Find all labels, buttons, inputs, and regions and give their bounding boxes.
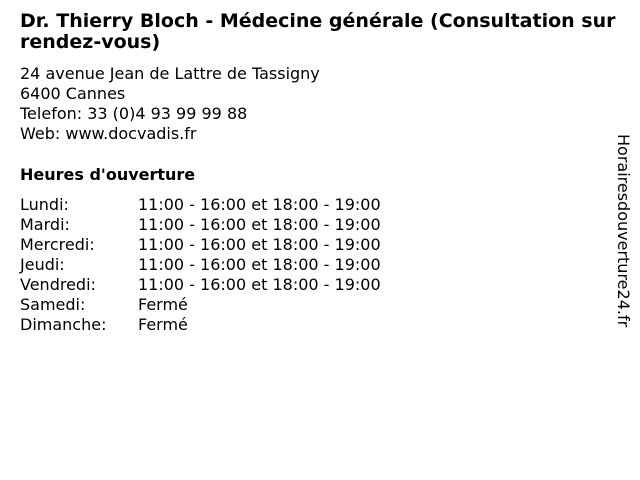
hours-table bbox=[20, 195, 620, 335]
time-value: 11:00 - 16:00 et 18:00 - 19:00 bbox=[138, 275, 381, 294]
hours-row-tuesday bbox=[20, 215, 620, 235]
day-label: Mardi: bbox=[20, 215, 70, 234]
day-label: Mercredi: bbox=[20, 235, 95, 254]
hours-heading: Heures d'ouverture bbox=[20, 165, 196, 184]
page-title: Dr. Thierry Bloch - Médecine générale (Consultation sur rendez-vous) bbox=[20, 10, 616, 53]
website: Web: www.docvadis.fr bbox=[20, 124, 197, 143]
listing-card bbox=[20, 11, 620, 335]
day-label: Lundi: bbox=[20, 195, 69, 214]
time-value: Fermé bbox=[138, 295, 188, 314]
day-label: Jeudi: bbox=[20, 255, 65, 274]
hours-row-thursday bbox=[20, 255, 620, 275]
time-value: 11:00 - 16:00 et 18:00 - 19:00 bbox=[138, 255, 381, 274]
hours-row-monday bbox=[20, 195, 620, 215]
day-label: Dimanche: bbox=[20, 315, 107, 334]
hours-row-saturday bbox=[20, 295, 620, 315]
time-value: 11:00 - 16:00 et 18:00 - 19:00 bbox=[138, 235, 381, 254]
address-block bbox=[20, 64, 620, 144]
hours-row-sunday bbox=[20, 315, 620, 335]
street-address: 24 avenue Jean de Lattre de Tassigny bbox=[20, 64, 320, 83]
day-label: Vendredi: bbox=[20, 275, 96, 294]
time-value: Fermé bbox=[138, 315, 188, 334]
time-value: 11:00 - 16:00 et 18:00 - 19:00 bbox=[138, 215, 381, 234]
time-value: 11:00 - 16:00 et 18:00 - 19:00 bbox=[138, 195, 381, 214]
hours-row-friday bbox=[20, 275, 620, 295]
day-label: Samedi: bbox=[20, 295, 86, 314]
phone-number: Telefon: 33 (0)4 93 99 99 88 bbox=[20, 104, 248, 123]
site-watermark-label: Horairesdouverture24.fr bbox=[614, 134, 633, 328]
hours-row-wednesday bbox=[20, 235, 620, 255]
city-address: 6400 Cannes bbox=[20, 84, 126, 103]
